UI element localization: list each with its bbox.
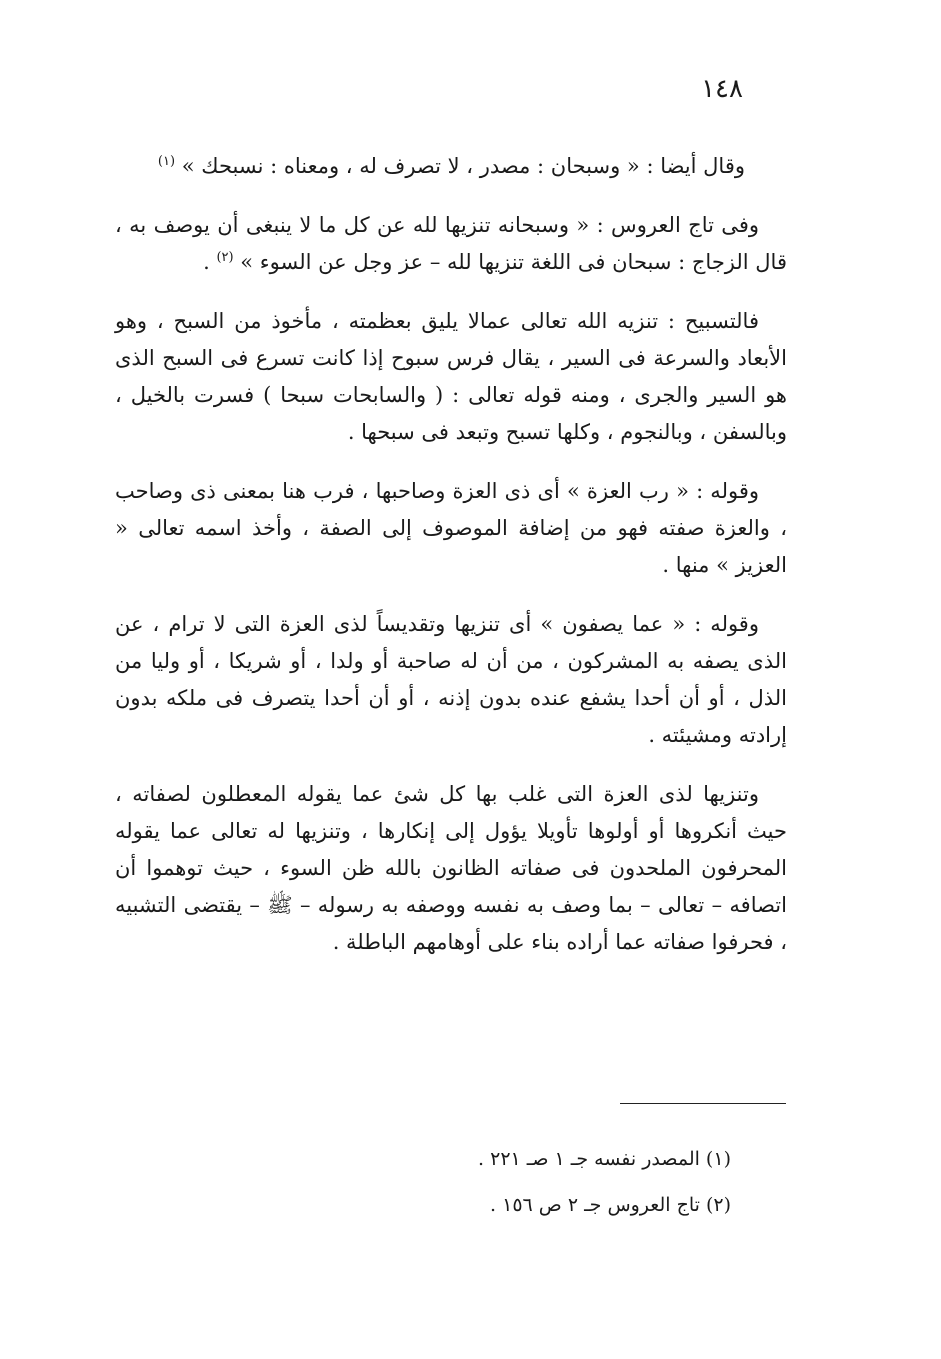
footnote-divider bbox=[620, 1103, 786, 1104]
paragraph-6: وتنزيها لذى العزة التى غلب بها كل شئ عما يقوله المعطلون لصفاته ، حيث أنكروها أو أولوها تأويلا يؤول إلى إنكارها ، وتنزيها له تعالى عما يقوله المحرفون الملحدون فى صفاته الظانون بالله ظن السوء ، حيث توهموا أن اتصافه – تعالى – بما وصف به نفسه ووصفه به رسوله – ﷺ – يقتضى التشبيه ، فحرفوا صفاته عما أراده بناء على أوهامهم الباطلة . bbox=[115, 782, 787, 954]
footnote-ref-2[interactable]: (٢) bbox=[216, 250, 234, 265]
paragraph-2 bbox=[115, 207, 787, 281]
main-text bbox=[115, 148, 787, 983]
paragraph-5: وقوله : « عما يصفون » أى تنزيها وتقديساً لذى العزة التى لا ترام ، عن الذى يصفه به المشركون ، من أن له صاحبة أو ولدا ، أو شريكا ، أو وليا من الذل ، أو أن أحدا يشفع عنده بدون إذنه ، أو أن أحدا يتصرف فى ملكه بدون إرادته ومشيئته . bbox=[115, 612, 787, 747]
paragraph-tail: . bbox=[203, 250, 217, 274]
page-number: ١٤٨ bbox=[701, 74, 743, 104]
paragraph-1 bbox=[115, 148, 787, 185]
paragraph-3: فالتسبيح : تنزيه الله تعالى عمالا يليق بعظمته ، مأخوذ من السبح ، وهو الأبعاد والسرعة فى السير ، يقال فرس سبوح إذا كانت تسرع فى السبح الذى هو السير والجرى ، ومنه قوله تعالى : ( والسابحات سبحا ) فسرت بالخيل ، وبالسفن ، وبالنجوم ، وكلها تسبح وتبعد فى سبحها . bbox=[115, 309, 787, 444]
footnote-1: (١) المصدر نفسه جـ ١ صـ ٢٢١ . bbox=[478, 1148, 731, 1170]
footnotes bbox=[371, 1136, 731, 1228]
footnote-2: (٢) تاج العروس جـ ٢ ص ١٥٦ . bbox=[490, 1194, 731, 1216]
paragraph-text: وفى تاج العروس : « وسبحانه تنزيها لله عن كل ما لا ينبغى أن يوصف به ، قال الزجاج : سبحان فى اللغة تنزيها لله – عز وجل عن السوء » bbox=[115, 213, 787, 274]
paragraph-4: وقوله : « رب العزة » أى ذى العزة وصاحبها ، فرب هنا بمعنى ذى وصاحب ، والعزة صفته فهو من إضافة الموصوف إلى الصفة ، وأخذ اسمه تعالى « العزيز » منها . bbox=[115, 479, 787, 577]
paragraph-text: وقال أيضا : « وسبحان : مصدر ، لا تصرف له ، ومعناه : نسبحك » bbox=[181, 154, 745, 178]
footnote-ref-1[interactable]: (١) bbox=[157, 154, 176, 169]
